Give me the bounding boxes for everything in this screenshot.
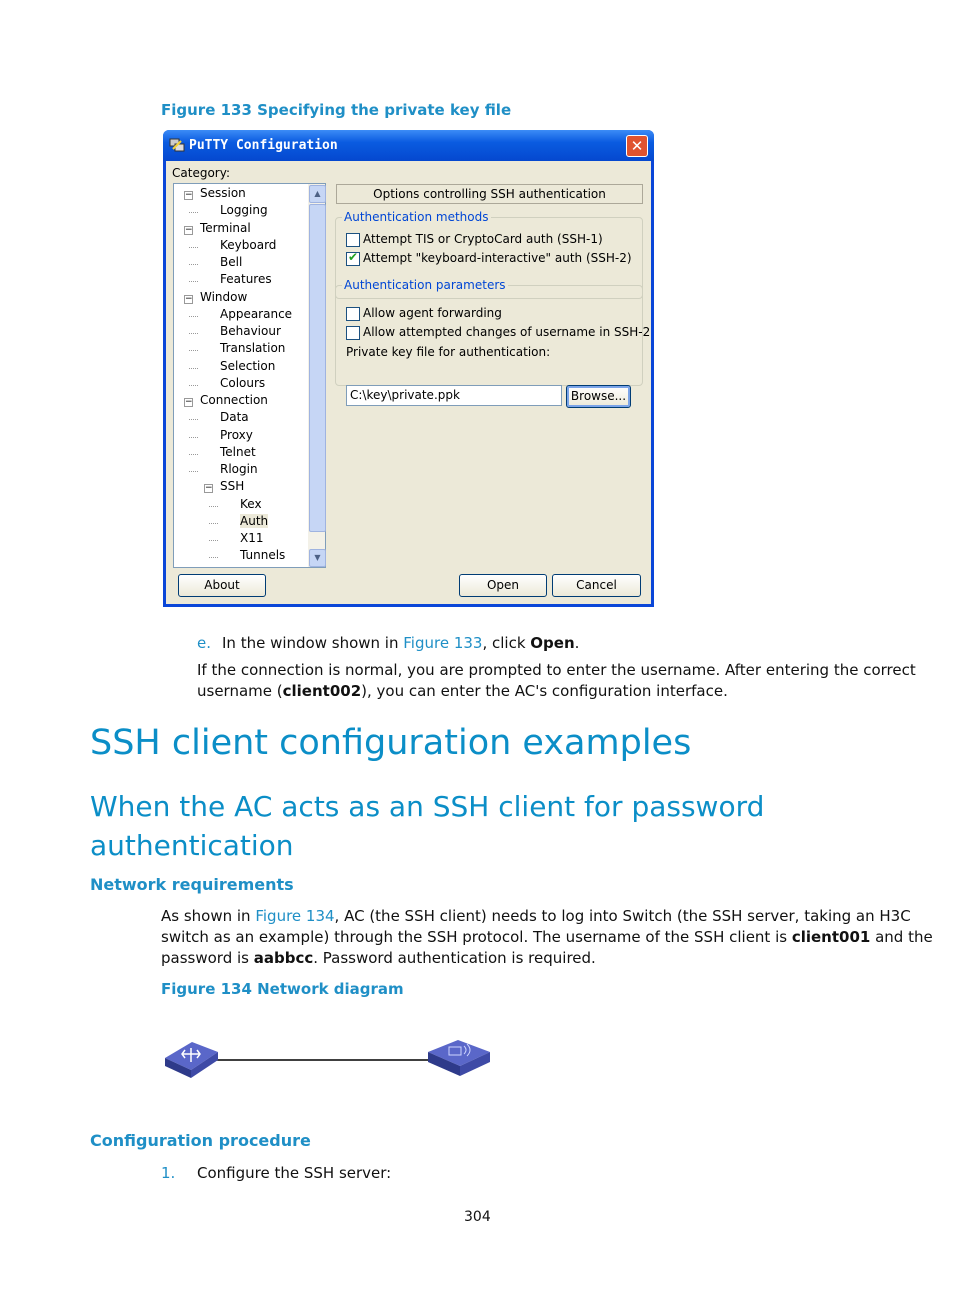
tree-item-label: Window <box>200 289 248 304</box>
tree-item-data[interactable] <box>220 410 249 424</box>
figure-133-link[interactable]: Figure 133 <box>403 634 483 652</box>
open-button[interactable]: Open <box>459 574 547 597</box>
tree-connector <box>189 454 198 455</box>
tree-connector <box>189 385 198 386</box>
tree-connector <box>189 437 198 438</box>
tree-item-label: Terminal <box>200 220 251 235</box>
tree-item-label: Translation <box>220 341 286 356</box>
keyboard-interactive-checkbox[interactable] <box>346 252 360 266</box>
tree-connector <box>189 316 198 317</box>
tree-item-label: SSH <box>220 479 245 494</box>
tree-item-session[interactable] <box>200 186 246 200</box>
tree-item-selection[interactable] <box>220 359 275 373</box>
tree-connector <box>189 333 198 334</box>
network-diagram <box>160 1030 500 1090</box>
private-key-input[interactable]: C:\key\private.ppk <box>346 385 562 406</box>
tree-item-label: Keyboard <box>220 237 277 252</box>
tree-connector <box>189 419 198 420</box>
putty-window <box>163 130 654 607</box>
collapse-icon[interactable]: − <box>185 190 193 200</box>
putty-icon <box>169 137 185 153</box>
tree-item-label: Session <box>200 186 246 200</box>
tree-item-label: Kex <box>240 496 262 511</box>
tree-item-telnet[interactable] <box>220 445 256 459</box>
category-label: Category: <box>172 166 230 180</box>
tree-connector <box>189 350 198 351</box>
tree-connector <box>189 264 198 265</box>
heading-configuration-procedure: Configuration procedure <box>90 1131 311 1150</box>
cancel-button[interactable]: Cancel <box>552 574 641 597</box>
tree-item-colours[interactable] <box>220 376 265 390</box>
keyboard-interactive-label: Attempt "keyboard-interactive" auth (SSH-2) <box>363 251 632 265</box>
paragraph-network-requirements: As shown in Figure 134, AC (the SSH client) needs to log into Switch (the SSH server, taking an H3C switch as an example) through the SSH protocol. The username of the SSH client is client001 and the password is aabbcc. Password authentication is required. <box>161 907 933 967</box>
tree-item-rlogin[interactable] <box>220 462 258 476</box>
heading-ssh-client-examples: SSH client configuration examples <box>90 723 692 763</box>
tree-item-features[interactable] <box>220 272 272 286</box>
tree-item-bell[interactable] <box>220 255 242 269</box>
tree-item-kex[interactable] <box>240 497 262 511</box>
collapse-icon[interactable]: − <box>185 293 193 304</box>
about-button[interactable]: About <box>178 574 266 597</box>
tree-item-appearance[interactable] <box>220 307 292 321</box>
switch-icon <box>165 1042 218 1078</box>
username-change-label: Allow attempted changes of username in SSH-2 <box>363 325 651 339</box>
step-e-marker: e. <box>197 634 211 652</box>
tree-scrollbar[interactable] <box>308 184 325 567</box>
tree-item-label: Logging <box>220 203 268 218</box>
collapse-icon[interactable]: − <box>205 483 213 494</box>
browse-button[interactable]: Browse... <box>566 385 631 408</box>
figure-133-caption: Figure 133 Specifying the private key file <box>161 101 512 119</box>
paragraph-connection: If the connection is normal, you are prompted to enter the username. After entering the correct username (client002), you can enter the AC's configuration interface. <box>197 661 916 700</box>
tree-item-label: Appearance <box>220 306 293 321</box>
tree-item-label: Selection <box>220 358 276 373</box>
tree-connector <box>189 368 198 369</box>
auth-methods-label: Authentication methods <box>344 210 489 224</box>
scroll-thumb[interactable] <box>309 204 326 532</box>
collapse-icon[interactable]: − <box>185 224 193 235</box>
tree-item-label: Telnet <box>220 444 256 459</box>
title-bar[interactable] <box>163 130 654 161</box>
tree-item-label: Data <box>220 410 249 425</box>
private-key-label: Private key file for authentication: <box>346 345 551 359</box>
figure-134-caption: Figure 134 Network diagram <box>161 980 404 998</box>
page-number: 304 <box>464 1209 491 1225</box>
window-title: PuTTY Configuration <box>189 138 338 153</box>
tree-item-ssh[interactable] <box>220 479 244 493</box>
heading-network-requirements: Network requirements <box>90 875 294 894</box>
heading-password-auth: When the AC acts as an SSH client for password authentication <box>90 790 765 862</box>
tree-item-label: Tunnels <box>240 548 286 563</box>
tree-item-label: Auth <box>240 513 269 528</box>
tree-item-proxy[interactable] <box>220 428 253 442</box>
tree-item-window[interactable] <box>200 290 247 304</box>
tree-item-connection[interactable] <box>200 393 268 407</box>
step-1-text: Configure the SSH server: <box>197 1164 392 1182</box>
tree-item-logging[interactable] <box>220 203 268 217</box>
tree-item-label: Connection <box>200 393 268 407</box>
tree-item-label: Colours <box>220 375 266 390</box>
tis-auth-checkbox[interactable] <box>346 233 360 247</box>
tree-item-label: X11 <box>240 531 264 545</box>
category-tree[interactable] <box>173 183 326 568</box>
tree-item-keyboard[interactable] <box>220 238 276 252</box>
collapse-icon[interactable]: − <box>185 397 193 407</box>
auth-params-label: Authentication parameters <box>344 278 506 292</box>
tree-connector <box>209 506 218 507</box>
dialog-body <box>166 161 651 604</box>
tis-auth-label: Attempt TIS or CryptoCard auth (SSH-1) <box>363 232 603 246</box>
tree-item-label: Proxy <box>220 427 253 442</box>
tree-connector <box>189 281 198 282</box>
access-controller-icon <box>428 1040 490 1076</box>
tree-connector <box>209 523 218 524</box>
tree-item-label: Bell <box>220 255 243 269</box>
tree-item-label: Rlogin <box>220 462 258 476</box>
tree-item-tunnels[interactable] <box>240 548 285 562</box>
scroll-up-icon[interactable]: ▲ <box>309 185 326 203</box>
tree-item-x11[interactable] <box>240 531 264 545</box>
scroll-down-icon[interactable]: ▼ <box>309 549 326 567</box>
tree-item-behaviour[interactable] <box>220 324 281 338</box>
tree-connector <box>209 557 218 558</box>
step-e-text: In the window shown in Figure 133, click Open. <box>222 634 580 652</box>
figure-134-link[interactable]: Figure 134 <box>255 907 335 925</box>
tree-connector <box>189 471 198 472</box>
close-icon[interactable]: ✕ <box>626 135 648 157</box>
tree-item-label: Features <box>220 272 272 287</box>
username-change-checkbox[interactable] <box>346 326 360 340</box>
tree-item-translation[interactable] <box>220 341 285 355</box>
tree-connector <box>209 540 218 541</box>
agent-forwarding-checkbox[interactable] <box>346 307 360 321</box>
tree-connector <box>189 247 198 248</box>
tree-connector <box>189 212 198 213</box>
panel-header: Options controlling SSH authentication <box>336 184 643 204</box>
tree-item-terminal[interactable] <box>200 221 251 235</box>
tree-item-auth[interactable] <box>240 514 268 528</box>
step-1-marker: 1. <box>161 1164 176 1182</box>
tree-item-label: Behaviour <box>220 324 281 338</box>
agent-forwarding-label: Allow agent forwarding <box>363 306 502 320</box>
